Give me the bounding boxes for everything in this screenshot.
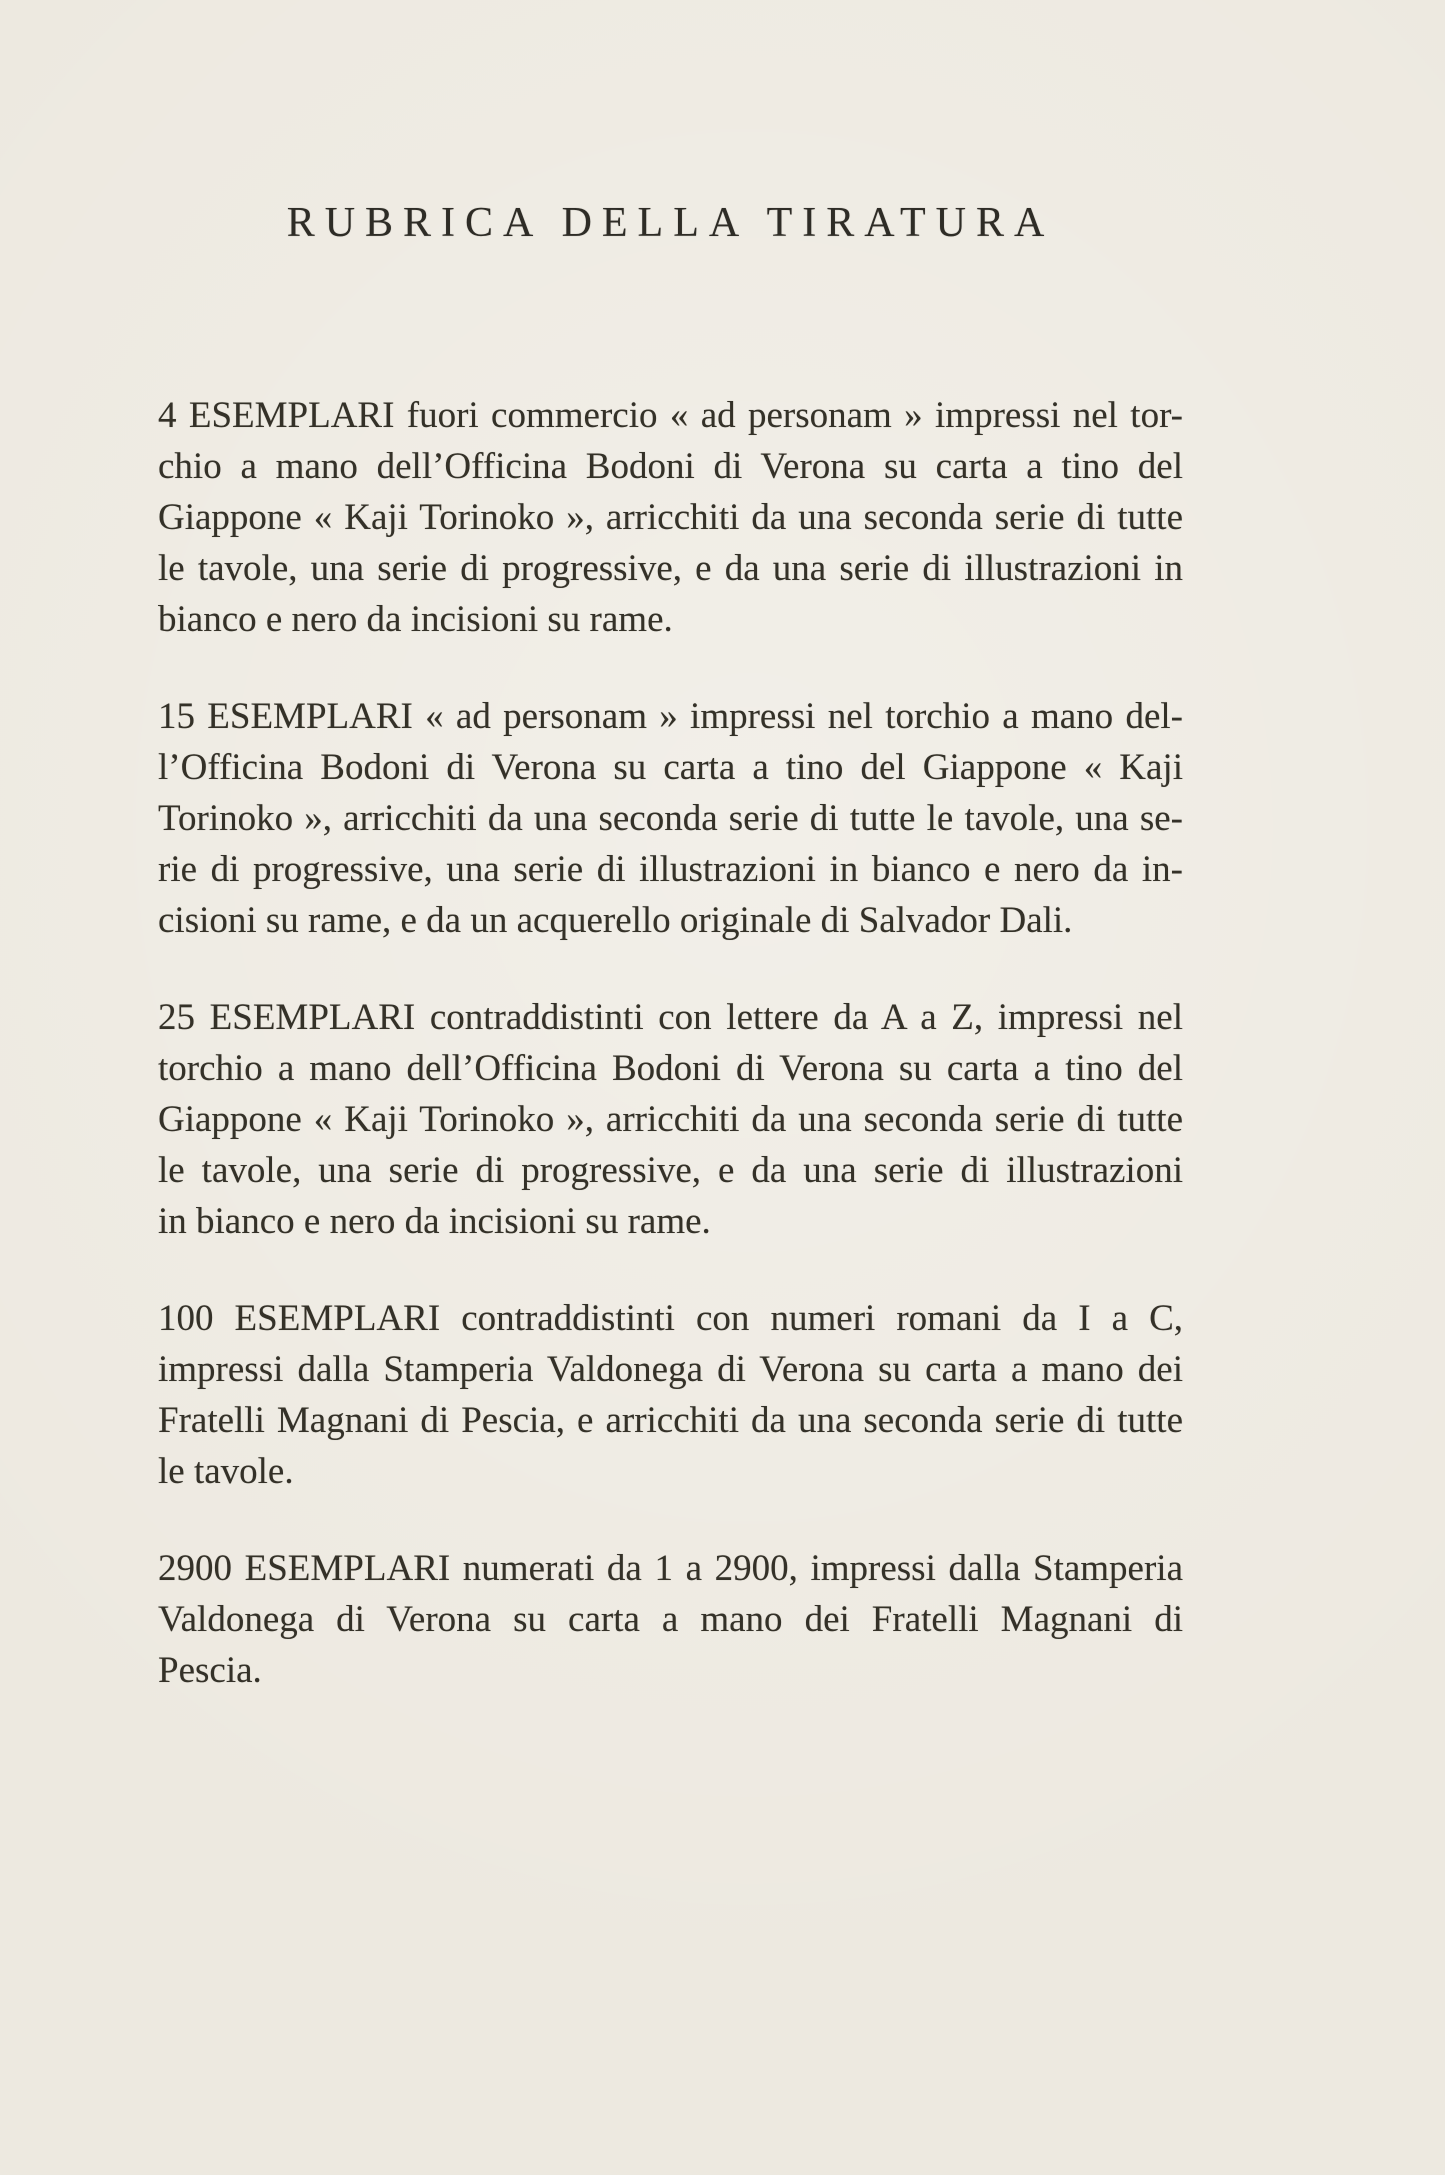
- text-line: le tavole.: [158, 1451, 294, 1492]
- text-line: impressi dalla Stamperia Valdonega di Verona su carta a mano dei: [158, 1349, 1183, 1390]
- text-line: chio a mano dell’Officina Bodoni di Verona su carta a tino del: [158, 446, 1183, 487]
- text-line: torchio a mano dell’Officina Bodoni di Verona su carta a tino del: [158, 1048, 1183, 1089]
- page-title: RUBRICA DELLA TIRATURA: [286, 200, 1055, 246]
- text-line: le tavole, una serie di progressive, e da una serie di illustrazioni in: [158, 548, 1183, 589]
- text-line: Torinoko », arricchiti da una seconda serie di tutte le tavole, una se-: [158, 798, 1183, 839]
- edition-paragraph-25-esemplari: [158, 992, 1183, 1247]
- text-line: Giappone « Kaji Torinoko », arricchiti da una seconda serie di tutte: [158, 1099, 1183, 1140]
- text-line: 15 ESEMPLARI « ad personam » impressi nel torchio a mano del-: [158, 696, 1183, 737]
- text-line: le tavole, una serie di progressive, e da una serie di illustrazioni: [158, 1150, 1183, 1191]
- text-line: rie di progressive, una serie di illustrazioni in bianco e nero da in-: [158, 849, 1183, 890]
- edition-paragraph-100-esemplari: [158, 1293, 1183, 1497]
- text-line: 2900 ESEMPLARI numerati da 1 a 2900, impressi dalla Stamperia: [158, 1548, 1183, 1589]
- text-line: in bianco e nero da incisioni su rame.: [158, 1201, 711, 1242]
- edition-paragraph-4-esemplari: [158, 390, 1183, 645]
- text-line: 100 ESEMPLARI contraddistinti con numeri romani da I a C,: [158, 1298, 1183, 1339]
- text-line: bianco e nero da incisioni su rame.: [158, 599, 673, 640]
- text-line: 4 ESEMPLARI fuori commercio « ad personam » impressi nel tor-: [158, 395, 1183, 436]
- text-line: cisioni su rame, e da un acquerello originale di Salvador Dali.: [158, 900, 1073, 941]
- text-line: 25 ESEMPLARI contraddistinti con lettere da A a Z, impressi nel: [158, 997, 1183, 1038]
- text-line: Giappone « Kaji Torinoko », arricchiti da una seconda serie di tutte: [158, 497, 1183, 538]
- edition-paragraph-15-esemplari: [158, 691, 1183, 946]
- edition-paragraph-2900-esemplari: [158, 1543, 1183, 1696]
- text-line: Fratelli Magnani di Pescia, e arricchiti da una seconda serie di tutte: [158, 1400, 1183, 1441]
- text-line: Valdonega di Verona su carta a mano dei Fratelli Magnani di: [158, 1599, 1183, 1640]
- text-line: l’Officina Bodoni di Verona su carta a tino del Giappone « Kaji: [158, 747, 1183, 788]
- text-line: Pescia.: [158, 1650, 262, 1691]
